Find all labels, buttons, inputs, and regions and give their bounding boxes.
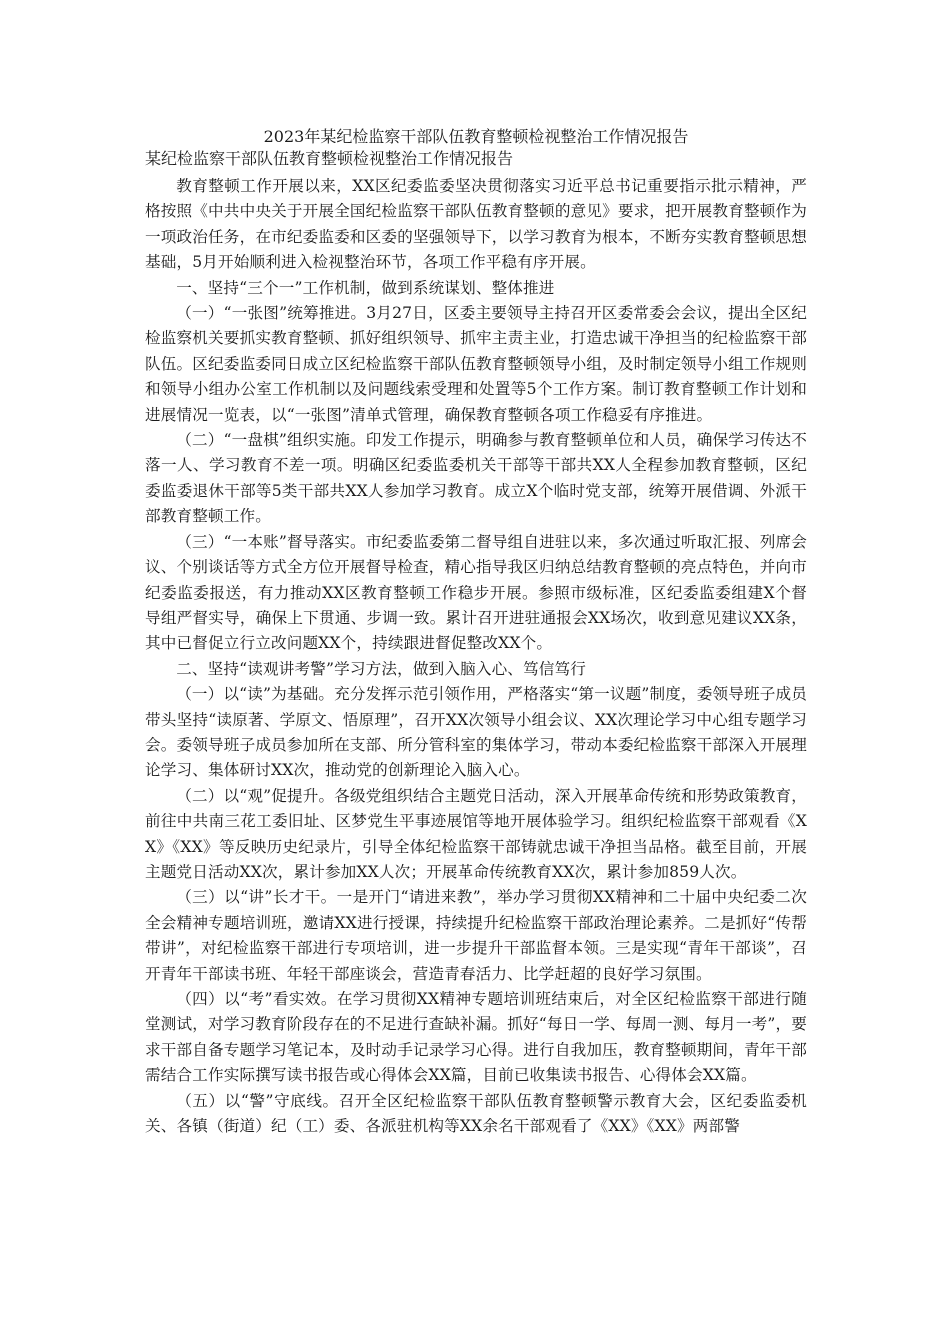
section-1-item-2: （二）“一盘棋”组织实施。印发工作提示，明确参与教育整顿单位和人员，确保学习传达不落一人、学习教育不差一项。明确区纪委监委机关干部等干部共XX人全程参加教育整顿，区纪委监委退休干部等5类干部共XX人参加学习教育。成立X个临时党支部，统筹开展借调、外派干部教育整顿工作。 — [145, 431, 807, 526]
section-1-item-3: （三）“一本账”督导落实。市纪委监委第二督导组自进驻以来，多次通过听取汇报、列席会议、个别谈话等方式全方位开展督导检查，精心指导我区归纳总结教育整顿的亮点特色，并向市纪委监委报送，有力推动XX区教育整顿工作稳步开展。参照市级标准，区纪委监委组建X个督导组严督实导，确保上下贯通、步调一致。累计召开进驻通报会XX场次，收到意见建议XX条，其中已督促立行立改问题XX个，持续跟进督促整改XX个。 — [145, 532, 807, 653]
section-1-item-1: （一）“一张图”统筹推进。3月27日，区委主要领导主持召开区委常委会会议，提出全区纪检监察机关要抓实教育整顿、抓好组织领导、抓牢主责主业，打造忠诚干净担当的纪检监察干部队伍。区纪委监委同日成立区纪检监察干部队伍教育整顿领导小组，及时制定领导小组工作规则和领导小组办公室工作机制以及问题线索受理和处置等5个工作方案。制订教育整顿工作计划和进展情况一览表，以“一张图”清单式管理，确保教育整顿各项工作稳妥有序推进。 — [145, 304, 807, 424]
section-2-item-1: （一）以“读”为基础。充分发挥示范引领作用，严格落实“第一议题”制度，委领导班子成员带头坚持“读原著、学原文、悟原理”，召开XX次领导小组会议、XX次理论学习中心组专题学习会。委领导班子成员参加所在支部、所分管科室的集体学习，带动本委纪检监察干部深入开展理论学习、集体研讨XX次，推动党的创新理论入脑入心。 — [145, 685, 807, 780]
section-2-heading: 二、坚持“读观讲考警”学习方法，做到入脑入心、笃信笃行 — [176, 659, 587, 678]
section-2-item-4: （四）以“考”看实效。在学习贯彻XX精神专题培训班结束后，对全区纪检监察干部进行随堂测试，对学习教育阶段存在的不足进行查缺补漏。抓好“每日一学、每周一测、每月一考”，要求干部自备专题学习笔记本，及时动手记录学习心得。进行自我加压，教育整顿期间，青年干部需结合工作实际撰写读书报告或心得体会XX篇，目前已收集读书报告、心得体会XX篇。 — [145, 990, 807, 1085]
section-2-item-5: （五）以“警”守底线。召开全区纪检监察干部队伍教育整顿警示教育大会，区纪委监委机关、各镇（街道）纪（工）委、各派驻机构等XX余名干部观看了《XX》《XX》两部警 — [145, 1091, 807, 1136]
intro-paragraph: 教育整顿工作开展以来，XX区纪委监委坚决贯彻落实习近平总书记重要指示批示精神，严格按照《中共中央关于开展全国纪检监察干部队伍教育整顿的意见》要求，把开展教育整顿作为一项政治任务，在市纪委监委和区委的坚强领导下，以学习教育为根本，不断夯实教育整顿思想基础，5月开始顺利进入检视整治环节，各项工作平稳有序开展。 — [145, 177, 807, 272]
section-1-heading: 一、坚持“三个一”工作机制，做到系统谋划、整体推进 — [176, 278, 555, 297]
section-2-item-3: （三）以“讲”长才干。一是开门“请进来教”，举办学习贯彻XX精神和二十届中央纪委二次全会精神专题培训班，邀请XX进行授课，持续提升纪检监察干部政治理论素养。二是抓好“传帮带讲”，对纪检监察干部进行专项培训，进一步提升干部监督本领。三是实现“青年干部谈”，召开青年干部读书班、年轻干部座谈会，营造青春活力、比学赶超的良好学习氛围。 — [145, 888, 807, 983]
document-subtitle: 某纪检监察干部队伍教育整顿检视整治工作情况报告 — [145, 149, 514, 168]
document-page — [145, 126, 807, 1139]
document-title: 2023年某纪检监察干部队伍教育整顿检视整治工作情况报告 — [263, 127, 689, 146]
section-2-item-2: （二）以“观”促提升。各级党组织结合主题党日活动，深入开展革命传统和形势政策教育，前往中共南三花工委旧址、区梦党生平事迹展馆等地开展体验学习。组织纪检监察干部观看《XX》《XX》等反映历史纪录片，引导全体纪检监察干部铸就忠诚干净担当品格。截至目前，开展主题党日活动XX次，累计参加XX人次；开展革命传统教育XX次，累计参加859人次。 — [145, 786, 807, 881]
